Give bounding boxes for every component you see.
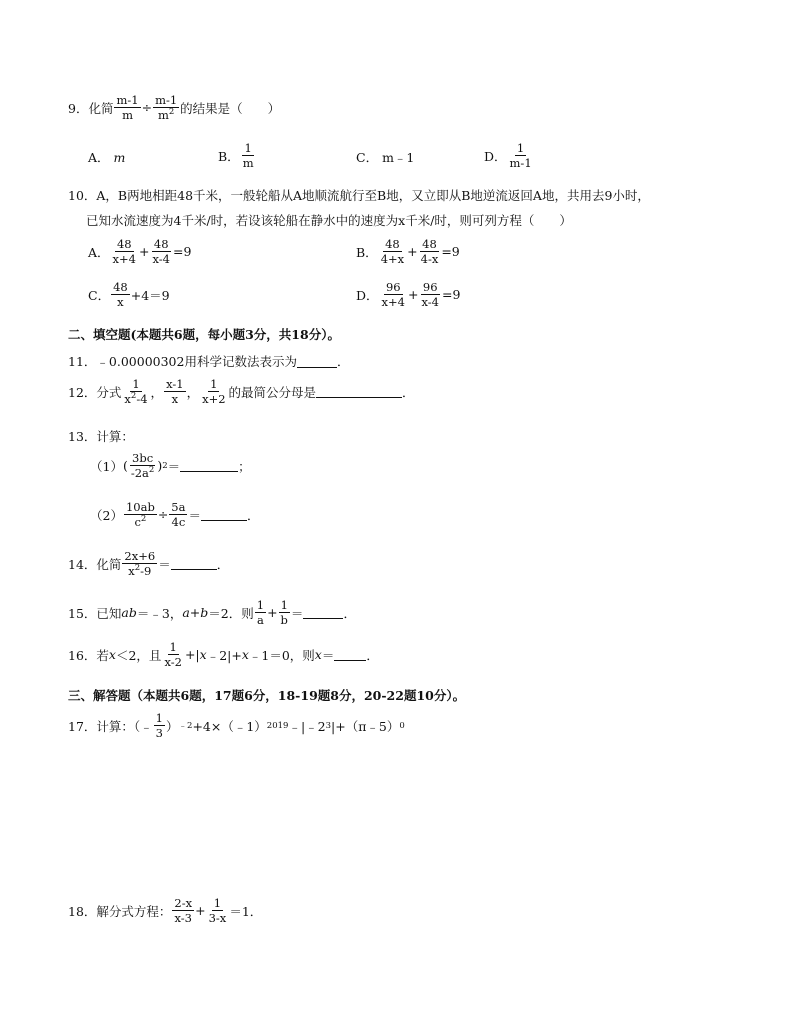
fraction: $\frac{1}{3-x}$ [208,896,227,926]
option-c: C． $\frac{48}{x}$ +4＝9 [88,280,170,310]
question-14: 14． 化简 $\frac{2x+6}{x^2-9}$ ＝ ． [68,549,230,579]
question-number: 17． [68,718,97,734]
fraction: $\frac{2x+6}{x^2-9}$ [124,549,156,579]
fraction: $\frac{1}{b}$ [280,598,288,628]
question-13-part-2: （2） $\frac{10ab}{c^2}$ ÷ $\frac{5a}{4c}$ ＝ ． [90,500,260,530]
question-number: 11． [68,354,97,369]
fraction: $\frac{1}{a}$ [256,598,265,628]
option-d: D． $\frac{96}{x+4}$ + $\frac{96}{x-4}$ =9 [356,280,461,310]
answer-blank[interactable] [180,459,238,472]
fraction: $\frac{m-1}{m}$ [116,93,139,123]
fraction: $\frac{96}{x-4}$ [421,280,439,310]
question-text: 化简 [88,100,114,116]
question-text: 的最简公分母是 [228,384,317,400]
fraction: $\frac{48}{x+4}$ [112,237,136,267]
section-heading: 三、解答题（本题共6题，17题6分，18-19题8分，20-22题10分）。 [68,688,466,703]
question-text: 分式 [96,384,122,400]
option-b: B． $\frac{48}{4+x}$ + $\frac{48}{4-x}$ =9 [356,237,460,267]
answer-blank[interactable] [201,508,247,521]
answer-blank[interactable] [303,606,343,619]
fraction: $\frac{96}{x+4}$ [381,280,405,310]
option-a: A． m [88,149,126,165]
option-d: D． $\frac{1}{m-1}$ [484,141,532,171]
question-number: 13． [68,429,97,444]
question-number: 15． [68,605,97,621]
question-number: 12． [68,384,97,400]
fraction: $\frac{2-x}{x-3}$ [174,896,193,926]
question-number: 16． [68,647,97,663]
question-16: 16． 若 x ＜2，且 $\frac{1}{x-2}$ +| x ﹣2|+ x ﹣1＝0，则 x ＝ ． [68,640,379,670]
question-text: ﹣0.00000302用科学记数法表示为 [96,354,297,369]
question-text: 计算： [96,429,134,444]
question-15: 15． 已知 ab ＝﹣3， a+b ＝2．则 $\frac{1}{a}$ + $\frac{1}{b}$ ＝ ． [68,598,356,628]
fraction: $\frac{1}{3}$ [155,711,163,741]
fraction: $\frac{10ab}{c^2}$ [125,500,155,530]
question-text: 解分式方程： [96,903,172,919]
question-13-part-1: （1） ( $\frac{3bc}{-2a^2}$ ) 2 ＝ ； [90,451,251,481]
option-c: C． m﹣1 [356,150,415,165]
operator: ÷ [141,100,153,116]
option-b: B． $\frac{1}{m}$ [218,141,254,171]
fraction: $\frac{1}{x-2}$ [164,640,182,670]
question-17: 17． 计算：（﹣ $\frac{1}{3}$ ） ﹣2 +4×（﹣1） 2019 ﹣|﹣2 3 |+（π﹣5） 0 [68,711,405,741]
question-13 [68,427,134,445]
fraction: $\frac{48}{4+x}$ [380,237,405,267]
fraction: $\frac{1}{x^2-4}$ [124,377,148,407]
answer-blank[interactable] [297,355,337,368]
fraction: $\frac{48}{4-x}$ [420,237,439,267]
question-11: 11． ﹣0.00000302用科学记数法表示为 ． [68,354,350,369]
answer-blank[interactable] [171,557,217,570]
fraction: $\frac{1}{m}$ [242,141,254,171]
question-12: 12． 分式 $\frac{1}{x^2-4}$ ， $\frac{x-1}{x}$ ， $\frac{1}{x+2}$ 的最简公分母是 ． [68,377,415,407]
fraction: $\frac{48}{x-4}$ [152,237,170,267]
question-number: 18． [68,903,97,919]
question-text: 已知水流速度为4千米/时，若设该轮船在静水中的速度为x千米/时，则可列方程（ ） [86,213,572,228]
question-number: 9． [68,100,89,116]
question-18: 18． 解分式方程： $\frac{2-x}{x-3}$ + $\frac{1}{3-x}$ ＝1． [68,896,263,926]
question-text: 的结果是（ ） [180,100,281,116]
option-a: A． $\frac{48}{x+4}$ + $\frac{48}{x-4}$ =9 [88,237,192,267]
fraction: $\frac{5a}{4c}$ [171,500,186,530]
section-heading: 二、填空题(本题共6题，每小题3分，共18分）。 [68,327,340,342]
fraction: $\frac{48}{x}$ [113,280,128,310]
question-number: 10． [68,188,97,203]
question-10-line-2 [86,211,572,229]
fraction: $\frac{m-1}{m^2}$ [155,93,178,123]
question-number: 14． [68,556,97,572]
fraction: $\frac{1}{x+2}$ [202,377,226,407]
question-text: 化简 [96,556,122,572]
question-9 [68,94,280,121]
fraction: $\frac{3bc}{-2a^2}$ [130,451,155,481]
answer-blank[interactable] [334,648,366,661]
question-10 [68,186,650,204]
fraction: $\frac{1}{m-1}$ [509,141,532,171]
fraction: $\frac{x-1}{x}$ [166,377,184,407]
answer-blank[interactable] [316,385,402,398]
question-text: A，B两地相距48千米，一般轮船从A地顺流航行至B地，又立即从B地逆流返回A地，共用去9小时， [96,188,650,203]
